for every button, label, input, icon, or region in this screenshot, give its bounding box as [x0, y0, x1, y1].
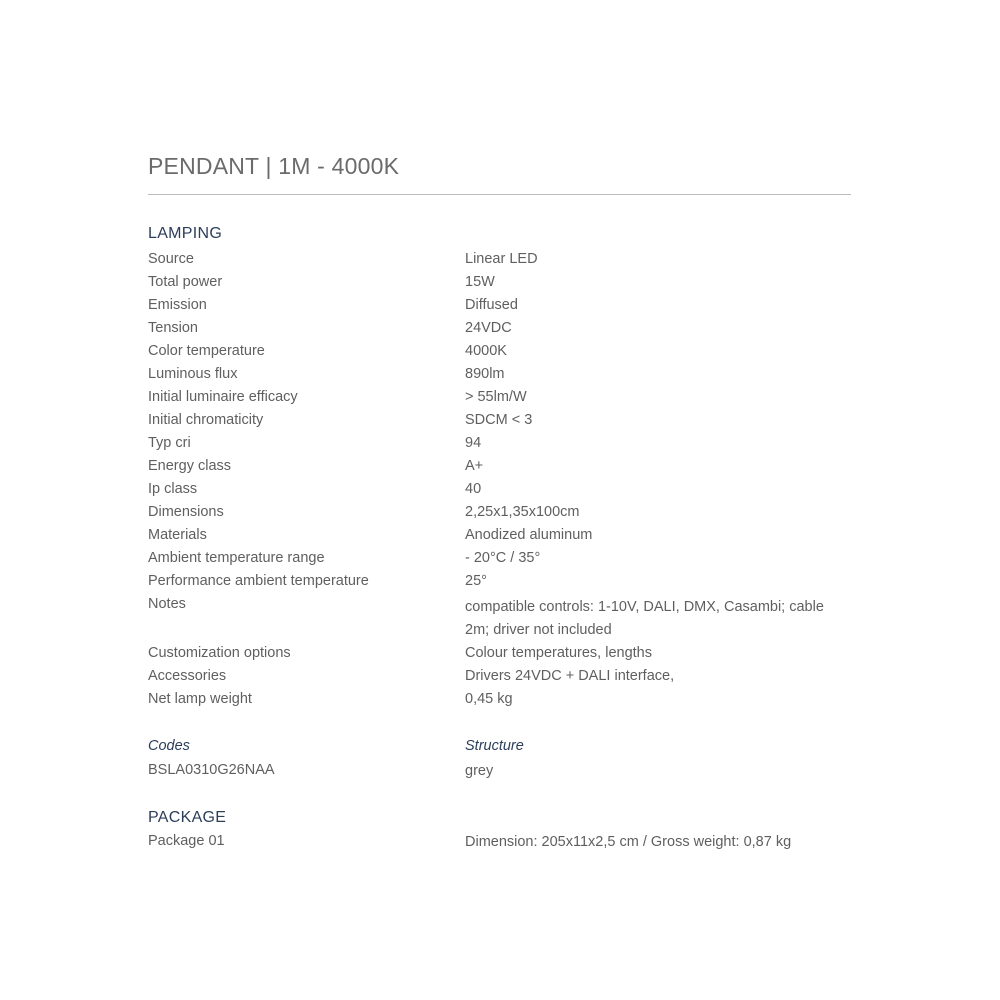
spec-row [148, 363, 858, 386]
spec-value: 40 [465, 481, 482, 497]
spec-label: Color temperature [148, 343, 265, 359]
structure-heading: Structure [465, 738, 524, 754]
package-heading: PACKAGE [148, 809, 227, 826]
spec-row [148, 570, 858, 593]
spec-label: Materials [148, 527, 207, 543]
spec-label: Net lamp weight [148, 691, 252, 707]
spec-row [148, 524, 858, 547]
spec-row [148, 340, 858, 363]
codes-value: BSLA0310G26NAA [148, 762, 275, 778]
spec-value: > 55lm/W [465, 389, 527, 405]
package-value: Dimension: 205x11x2,5 cm / Gross weight: 0,87 kg [465, 834, 792, 850]
spec-label: Notes [148, 596, 186, 612]
spec-row [148, 665, 858, 688]
spec-row [148, 501, 858, 524]
spec-row [148, 248, 858, 271]
spec-row [148, 409, 858, 432]
spec-row [148, 271, 858, 294]
lamping-spec-list [148, 248, 858, 711]
spec-value: - 20°C / 35° [465, 550, 541, 566]
spec-value: 25° [465, 573, 487, 589]
lamping-heading: LAMPING [148, 225, 223, 242]
spec-value: Linear LED [465, 251, 538, 267]
spec-value: Diffused [465, 297, 518, 313]
package-label: Package 01 [148, 833, 225, 849]
spec-value: 15W [465, 274, 495, 290]
spec-row [148, 478, 858, 501]
spec-label: Dimensions [148, 504, 224, 520]
spec-value: 890lm [465, 366, 505, 382]
structure-value: grey [465, 763, 494, 779]
page-title: PENDANT | 1M - 4000K [148, 153, 400, 179]
codes-heading: Codes [148, 738, 190, 754]
spec-label: Typ cri [148, 435, 191, 451]
title-divider [148, 194, 851, 195]
spec-value: 0,45 kg [465, 691, 513, 707]
spec-row [148, 317, 858, 340]
spec-row [148, 432, 858, 455]
spec-value: SDCM < 3 [465, 412, 533, 428]
spec-label: Ip class [148, 481, 198, 497]
spec-value: 24VDC [465, 320, 512, 336]
spec-label: Ambient temperature range [148, 550, 325, 566]
spec-label: Accessories [148, 668, 227, 684]
spec-row [148, 642, 858, 665]
spec-value: 2,25x1,35x100cm [465, 504, 580, 520]
spec-label: Total power [148, 274, 223, 290]
spec-row-notes [148, 593, 858, 642]
spec-value: compatible controls: 1-10V, DALI, DMX, Casambi; cable 2m; driver not included [465, 599, 824, 638]
spec-label: Luminous flux [148, 366, 238, 382]
spec-row [148, 547, 858, 570]
spec-label: Source [148, 251, 194, 267]
spec-label: Initial luminaire efficacy [148, 389, 298, 405]
spec-label: Customization options [148, 645, 291, 661]
spec-value: 4000K [465, 343, 507, 359]
spec-label: Energy class [148, 458, 232, 474]
spec-label: Tension [148, 320, 198, 336]
spec-value: A+ [465, 458, 484, 474]
spec-value: Anodized aluminum [465, 527, 593, 543]
spec-value: Drivers 24VDC + DALI interface, [465, 668, 675, 684]
spec-row [148, 294, 858, 317]
spec-label: Initial chromaticity [148, 412, 264, 428]
spec-row [148, 455, 858, 478]
spec-row [148, 386, 858, 409]
spec-label: Performance ambient temperature [148, 573, 369, 589]
spec-label: Emission [148, 297, 207, 313]
spec-row [148, 688, 858, 711]
spec-value: Colour temperatures, lengths [465, 645, 652, 661]
spec-value: 94 [465, 435, 482, 451]
